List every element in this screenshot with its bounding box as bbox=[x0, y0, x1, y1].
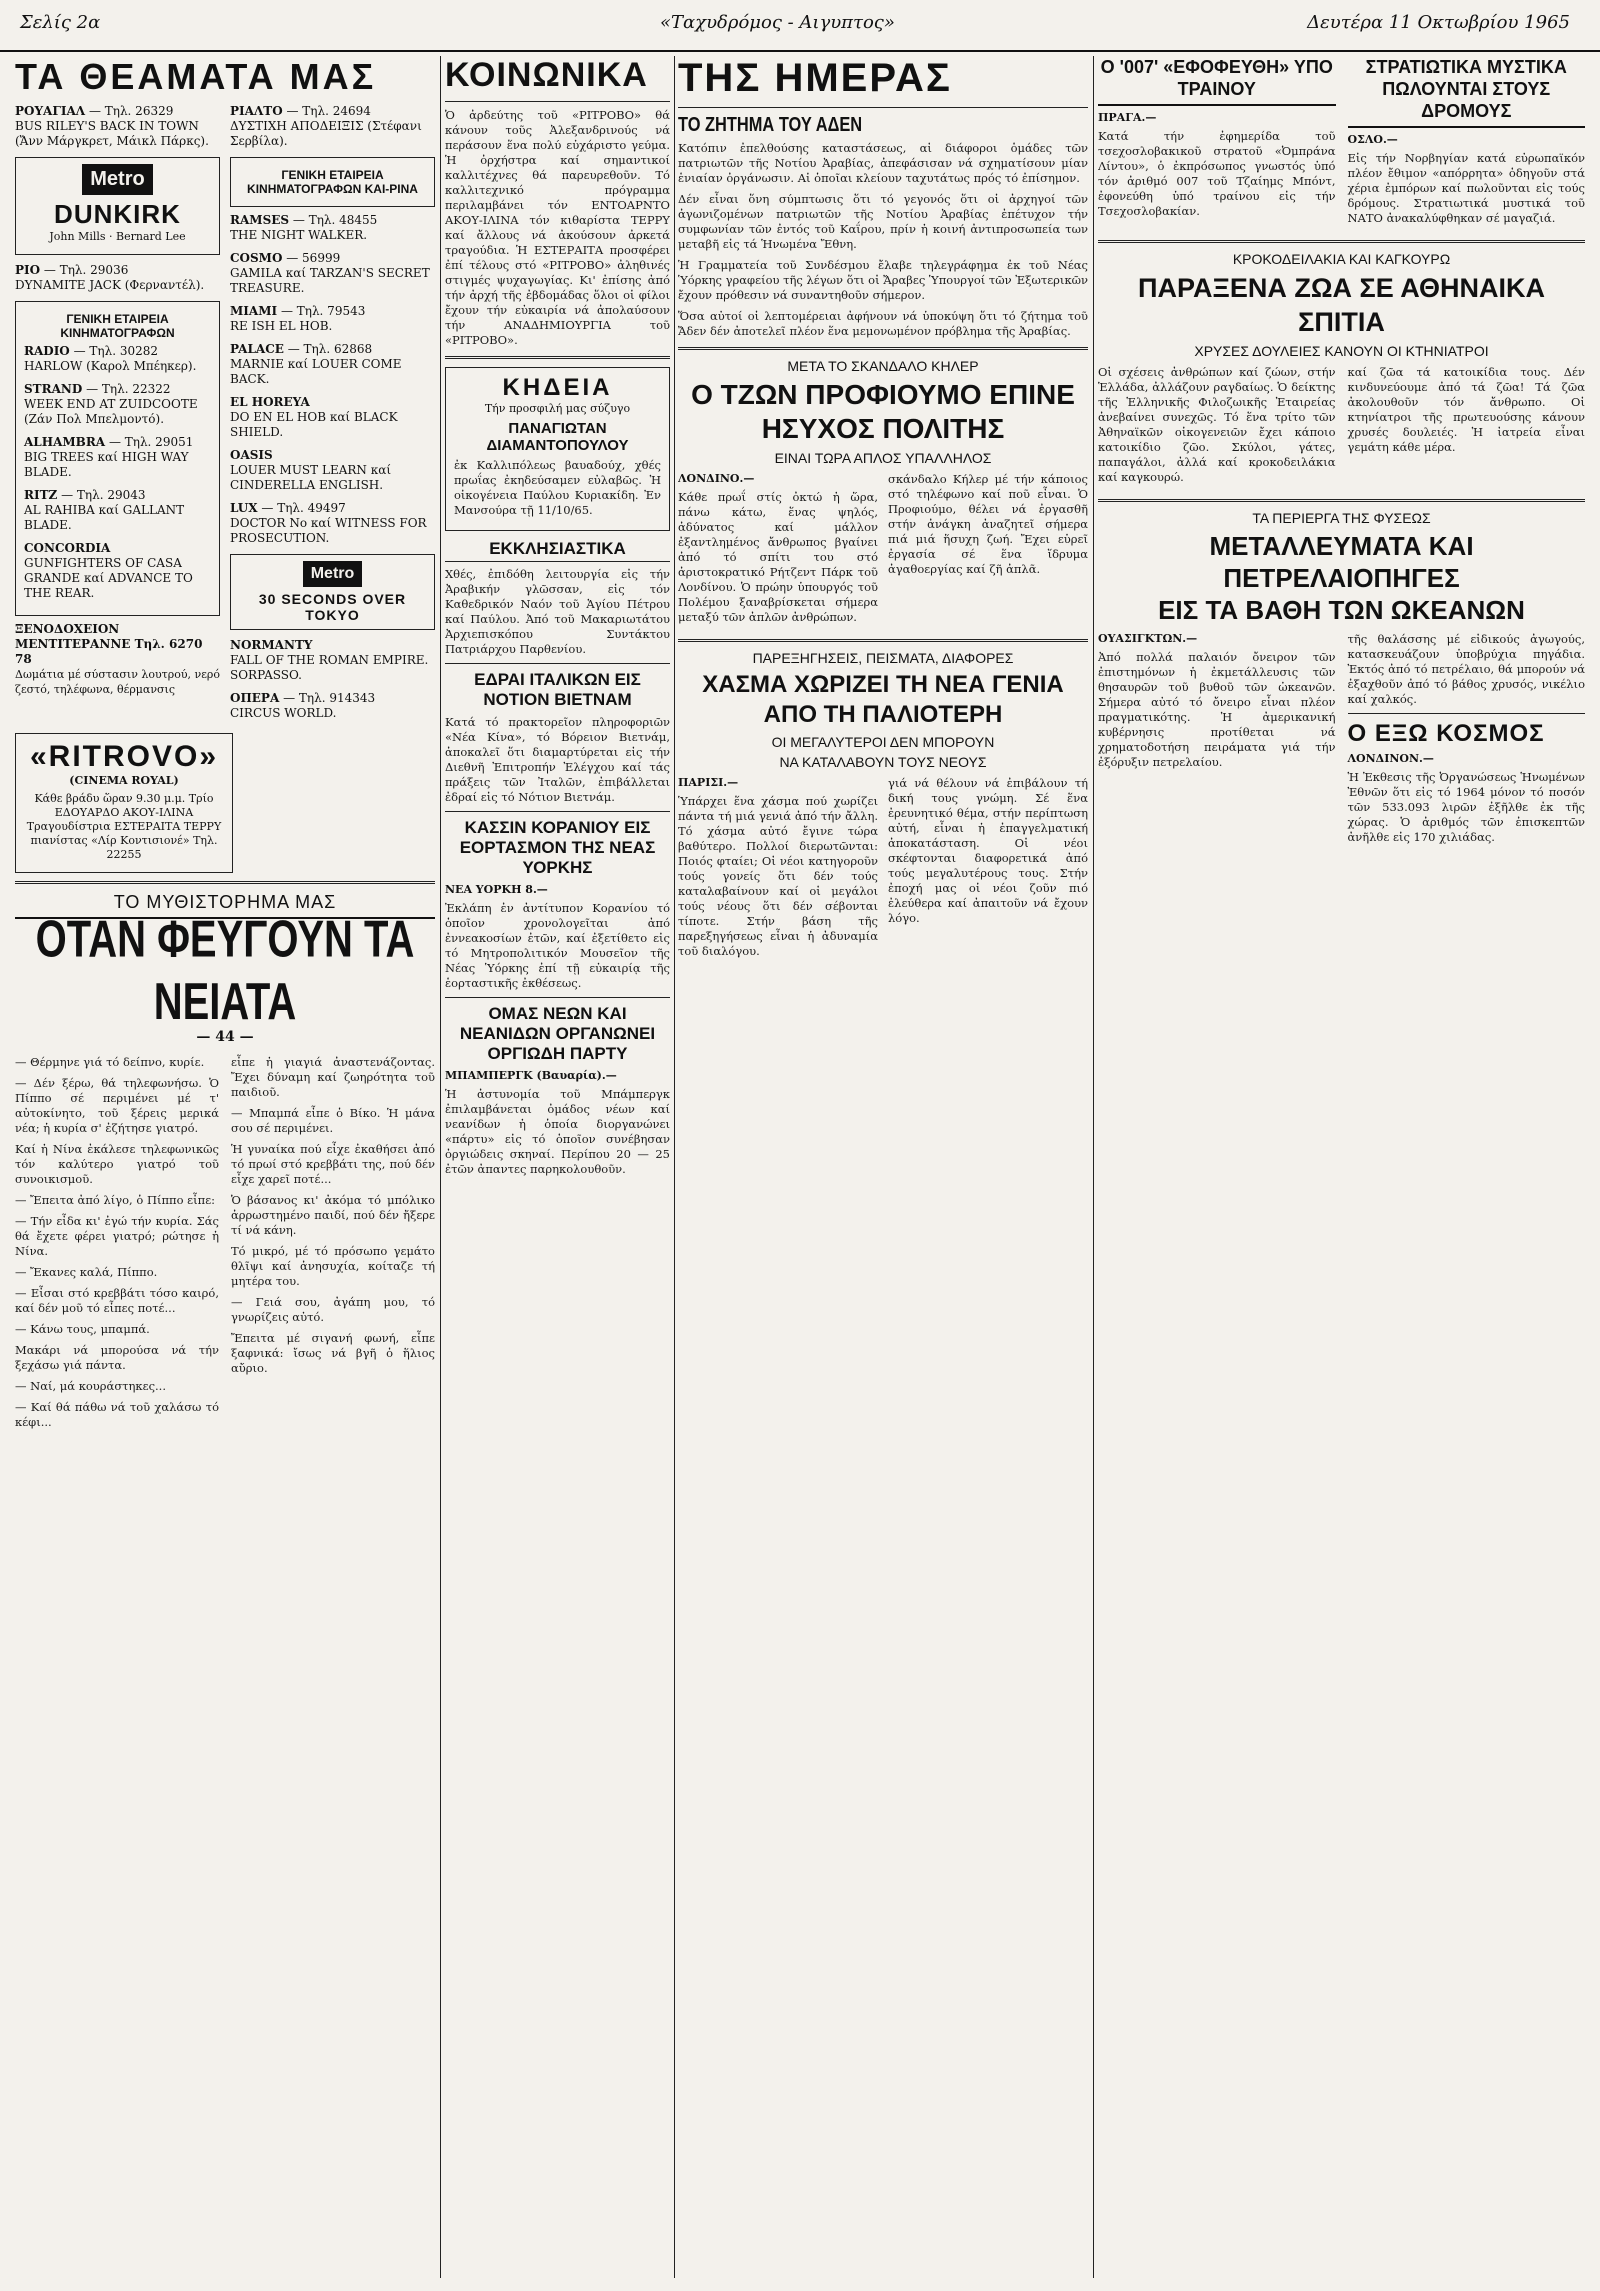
novel-paragraph: — Γειά σου, ἀγάπη μου, τό γνωρίζεις αὐτό. bbox=[231, 1295, 435, 1324]
cinema-listing: RAMSES — Τηλ. 48455 THE NIGHT WALKER. bbox=[230, 213, 378, 242]
nature-label: ΤΑ ΠΕΡΙΕΡΓΑ ΤΗΣ ΦΥΣΕΩΣ bbox=[1252, 510, 1431, 526]
metro2-logo: Metro bbox=[303, 561, 363, 587]
listings-left bbox=[15, 104, 220, 729]
korea-dateline: ΝΕΑ ΥΟΡΚΗ 8.— bbox=[445, 883, 548, 896]
column-rule bbox=[1093, 56, 1094, 2278]
novel-paragraph: — Εἶσαι στό κρεββάτι τόσο καιρό, καί δέν μοῦ τό εἶπες ποτέ... bbox=[15, 1286, 219, 1315]
masthead bbox=[0, 0, 1600, 52]
top-stories bbox=[1098, 56, 1585, 232]
omas-text: Ἡ ἀστυνομία τοῦ Μπάμπεργκ ἐπιλαμβάνεται ὀμάδος νέων καί νεανίδων ἡ ὁποία διοργανώνει «πάρτυ» εἰς τό ὁποῖον συνέβησαν ὀργιώδεις σκηναί. Περίπου 20 — 25 ἐτῶν ἀπαντες παρηκολουθοῦν. bbox=[445, 1087, 670, 1176]
military-text: Εἰς τήν Νορβηγίαν κατά εὐρωπαϊκόν πλέον ἔθιμον «απόρρητα» ὁδηγοῦν στά χέρια ἐμπόρων καί πωλοῦνται εἰς τούς δρόμους. Στρατιωτικά μυστικά τοῦ ΝΑΤΟ ἀνακαλύφθηκαν σέ μαγαζιά. bbox=[1347, 151, 1585, 225]
ritrovo-title: «RITROVO» bbox=[29, 740, 219, 773]
column-entertainment bbox=[15, 56, 435, 2278]
cinema-company-box bbox=[15, 301, 220, 616]
generation-right: γιά νά θέλουν νά ἐπιβάλουν τή δική τους γνώμη. Σέ ἕνα ἐρευνητικό θέμα, στήν περίπτωση αὐτή, εἶναι ἡ ἐπαγγελματική ἀποκατάσταση. Οἱ νέοι σκέφτονται διαφορετικά ἀπό τούς μεγαλυτέρους τους. Στήν ἐποχή μας οἱ νέοι ζοῦν πιό ἐλεύθερα καί ἀπαιτοῦν νά ἔχουν λόγο. bbox=[888, 776, 1088, 925]
croc-left: Οἱ σχέσεις ἀνθρώπων καί ζώων, στήν Ἑλλάδα, ἀλλάζουν ραγδαίως. Ὁ δείκτης τῆς Ἑλληνικῆς Φιλοζωικῆς Ἑταιρείας ἀνεβαίνει συνεχῶς. Τό ἕνα τρίτο τῶν Ἀθηναϊκῶν οἰκογενειῶν ἔχει κάποιο κατοικίδιο ζῶο. Σκύλοι, γάτες, παπαγάλοι, ἀλλά καί κροκοδειλάκια καί καγκουρώ. bbox=[1098, 365, 1336, 484]
funeral-sub: Τήν προσφιλή μας σύζυγο bbox=[484, 402, 631, 415]
novel-title: ΟΤΑΝ ΦΕΥΓΟΥΝ ΤΑ ΝΕΙΑΤΑ bbox=[35, 911, 415, 1031]
ritrovo-text: Κάθε βράδυ ὥραν 9.30 μ.μ. Τρίο ΕΔΟΥΑΡΔΟ ΑΚΟΥ-ΙΛΙΝΑ Τραγουδίστρια ΕΣΤΕΡΑΙΤΑ ΤΕΡΡΥ πιανίστας «Λίρ Κοντισιονέ» Τηλ. 22255 bbox=[26, 792, 222, 861]
ritrovo-sub: (CINEMA ROYAL) bbox=[69, 774, 179, 787]
novel-paragraph: — Τήν εἶδα κι' ἐγώ τήν κυρία. Σάς θά ἔχετε φέρει γιατρό; ρώτησε ἡ Νίνα. bbox=[15, 1214, 219, 1258]
croc-right: καί ζῶα τά κατοικίδια τους. Δέν κινδυνεύουμε ἀπό τά ζῶα! Τά ζῶα ἀκολουθοῦν τόν ἄνθρωπο. Οἱ κτηνίατροι τῆς πρωτευούσης κάνουν χρυσές δουλειές. Ἡ ἰατρεία εἶναι γεμάτη κάθε μέρα. bbox=[1347, 365, 1585, 454]
cinema-listing: LUX — Τηλ. 49497 DOCTOR No καί WITNESS FOR PROSECUTION. bbox=[230, 501, 427, 545]
novel-paragraph: — Καί θά πάθω νά τοῦ χαλάσω τό κέφι... bbox=[15, 1400, 219, 1429]
page-number: Σελίς 2α bbox=[20, 12, 101, 33]
cinema-listing: MIAMI — Τηλ. 79543 RE ISH EL HOB. bbox=[230, 304, 366, 333]
aden-paragraph: Ἡ Γραμματεία τοῦ Συνδέσμου ἔλαβε τηλεγράφημα ἐκ τοῦ Νέας Ὑόρκης γραφείου τῆς λέγων ὅτι οἱ Ἄραβες Ὑπουργοί τῶν Ἐξωτερικῶν ἔχουν πρόθεσιν νά συναντηθοῦν σήμερον. bbox=[678, 258, 1088, 302]
cinema-listing: RADIO — Τηλ. 30282 HARLOW (Καρολ Μπέηκερ). bbox=[24, 344, 197, 373]
generation-dateline: ΠΑΡΙΣΙ.— bbox=[678, 776, 739, 789]
cinema-listing: ΡΙΑΛΤΟ — Τηλ. 24694 ΔΥΣΤΙΧΗ ΑΠΟΔΕΙΞΙΣ (Στέφανι Σερβίλα). bbox=[230, 104, 422, 148]
spy-title: Ο '007' «ΕΦΟΦΕΥΘΗ» ΥΠΟ ΤΡΑΙΝΟΥ bbox=[1098, 56, 1336, 106]
nature-body bbox=[1098, 632, 1585, 851]
church-head: ΕΚΚΛΗΣΙΑΣΤΙΚΑ bbox=[445, 539, 670, 562]
novel-paragraph: Τό μικρό, μέ τό πρόσωπο γεμάτο θλῖψι καί ἀνησυχία, κοίταζε τή μητέρα του. bbox=[231, 1244, 435, 1288]
social-title: ΚΟΙΝΩΝΙΚΑ bbox=[445, 56, 648, 94]
generation-left: Ὑπάρχει ἕνα χάσμα πού χωρίζει πάντα τή μιά γενιά ἀπό τήν ἄλλη. Τό χάσμα αὐτό ἔγινε τώρα βαθύτερο. Πολλοί διερωτῶνται: Ποιός φταίει; Οἱ νέοι κατηγοροῦν τούς γονείς ὅτι δέν τούς καταλαβαίνουν καί οἱ μεγάλοι τούς νέους ὅτι δέν σέβονται τίποτε. Στήν βάση τῆς παρεξηγήσεως εἶναι ἡ ἀδυναμία τοῦ διαλόγου. bbox=[678, 794, 878, 958]
funeral-name: ΠΑΝΑΓΙΩΤΑΝ ΔΙΑΜΑΝΤΟΠΟΥΛΟΥ bbox=[486, 420, 629, 454]
church-text: Χθές, ἐπιδόθη λειτουργία εἰς τήν Ἀραβικήν γλῶσσαν, εἰς τόν Καθεδρικόν Ναόν τοῦ Ἁγίου Πέτρου καί Παύλου. Ἀπό τοῦ Μακαριωτάτου Ἀρχιεπισκόπου Συντάκτου Πατριάρχου Παρθενίου. bbox=[445, 567, 670, 656]
korea-text: Ἐκλάπη ἐν ἀντίτυπον Κορανίου τό ὁποῖον χρονολογεῖται ἀπό ἐννεακοσίων ἐτῶν, καί ἐξετίθετο εἰς τό Μητροπολιτικόν Μουσεῖον τῆς Νέας Ὑόρκης ἐπί τῇ εὐκαιρίᾳ τῆς ἑορταστικῆς ἐκθέσεως. bbox=[445, 901, 670, 990]
metro-logo: Metro bbox=[82, 164, 152, 195]
cinema-listing: ΡΟΥΑΓΙΑΛ — Τηλ. 26329 BUS RILEY'S BACK IN TOWN (Ἄνν Μάργκρετ, Μάικλ Πάρκς). bbox=[15, 104, 209, 148]
cinema-listing: ALHAMBRA — Τηλ. 29051 BIG TREES καί HIGH WAY BLADE. bbox=[24, 435, 194, 479]
cinema-company2-box bbox=[230, 157, 435, 207]
cinema-listing: STRAND — Τηλ. 22322 WEEK END AT ZUIDCOOTE (Ζάν Πολ Μπελμοντό). bbox=[24, 382, 198, 426]
novel-paragraph: — Ἔπειτα ἀπό λίγο, ὁ Πίππο εἶπε: bbox=[15, 1193, 216, 1207]
generation-body bbox=[678, 776, 1088, 965]
spy-dateline: ΠΡΑΓΑ.— bbox=[1098, 111, 1157, 124]
cinema-listing: EL HOREYA DO EN EL HOB καί BLACK SHIELD. bbox=[230, 395, 398, 439]
novel-paragraph: — Ἔκανες καλά, Πίππο. bbox=[15, 1265, 158, 1279]
croc-sub: ΧΡΥΣΕΣ ΔΟΥΛΕΙΕΣ ΚΑΝΟΥΝ ΟΙ ΚΤΗΝΙΑΤΡΟΙ bbox=[1194, 343, 1489, 359]
metro2-ad bbox=[230, 554, 435, 630]
novel-paragraph: Ὁ βάσανος κι' ἀκόμα τό μπόλικο ἀρρωστημένο παιδί, πού δέν ἤξερε τί νά κάνη. bbox=[231, 1193, 435, 1237]
croc-body bbox=[1098, 365, 1585, 491]
cinema-listing: PALACE — Τηλ. 62868 MARNIE καί LOUER COME BACK. bbox=[230, 342, 402, 386]
novel-body bbox=[15, 1055, 435, 1436]
metro-cast: John Mills · Bernard Lee bbox=[49, 230, 186, 243]
novel-paragraph: — Δέν ξέρω, θά τηλεφωνήσω. Ὁ Πίππο σέ περιμένει μέ τ' αὐτοκίνητο, τοῦ ξέρεις μερικά νέα; ἡ κυρία σ' ἐζήτησε γιατρό. bbox=[15, 1076, 219, 1135]
kiler-label: ΜΕΤΑ ΤΟ ΣΚΑΝΔΑΛΟ ΚΗΛΕΡ bbox=[787, 358, 979, 374]
omas-dateline: ΜΠΑΜΠΕΡΓΚ (Βαυαρία).— bbox=[445, 1069, 617, 1082]
novel-paragraph: Ἔπειτα μέ σιγανή φωνή, εἶπε ξαφνικά: ἴσως νά βγῆ ὁ ἥλιος αὔριο. bbox=[231, 1331, 435, 1375]
newspaper-name: «Ταχυδρόμος - Αιγυπτος» bbox=[660, 12, 895, 33]
issue-date: Δευτέρα 11 Οκτωβρίου 1965 bbox=[1307, 12, 1570, 33]
generation-label: ΠΑΡΕΞΗΓΗΣΕΙΣ, ΠΕΙΣΜΑΤΑ, ΔΙΑΦΟΡΕΣ bbox=[752, 650, 1014, 666]
military-title: ΣΤΡΑΤΙΩΤΙΚΑ ΜΥΣΤΙΚΑ ΠΩΛΟΥΝΤΑΙ ΣΤΟΥΣ ΔΡΟΜΟΥΣ bbox=[1348, 56, 1586, 128]
column-rule bbox=[674, 56, 675, 2278]
cinema-listing: COSMO — 56999 GAMILA καί TARZAN'S SECRET TREASURE. bbox=[230, 251, 430, 295]
aden-paragraph: Ὅσα αὐτοί οἱ λεπτομέρειαι ἀφήνουν νά ὑποκύψη ὅτι τό ζήτημα τοῦ Ἄδεν δέν ἀποτελεῖ πλέον ἕνα μεμονωμένον πρόβλημα τῆς Ἀραβίας. bbox=[678, 309, 1088, 338]
metro2-film: 30 SECONDS OVER TOKYO bbox=[258, 591, 407, 623]
funeral-head: ΚΗΔΕΙΑ bbox=[502, 374, 613, 401]
kiler-title: Ο ΤΖΩΝ ΠΡΟΦΙΟΥΜΟ ΕΠΙΝΕ ΗΣΥΧΟΣ ΠΟΛΙΤΗΣ bbox=[691, 379, 1075, 444]
cinema-listing: ΡΙΟ — Τηλ. 29036 DYNAMITE JACK (Φερναντέλ). bbox=[15, 263, 205, 292]
funeral-notice bbox=[445, 367, 670, 531]
cinema-listing: OASIS LOUER MUST LEARN καί CINDERELLA ENGLISH. bbox=[230, 448, 392, 492]
cinema-company: ΓΕΝΙΚΗ ΕΤΑΙΡΕΙΑ ΚΙΝΗΜΑΤΟΓΡΑΦΩΝ bbox=[60, 312, 175, 340]
column-day bbox=[678, 56, 1088, 2278]
generation-title: ΧΑΣΜΑ ΧΩΡΙΖΕΙ ΤΗ ΝΕΑ ΓΕΝΙΑ ΑΠΟ ΤΗ ΠΑΛΙΟΤΕΡΗ bbox=[702, 671, 1064, 728]
kiler-body bbox=[678, 472, 1088, 631]
edra-head: ΕΔΡΑΙ ΙΤΑΛΙΚΩΝ ΕΙΣ ΝΟΤΙΟΝ ΒΙΕΤΝΑΜ bbox=[474, 670, 641, 709]
column-rule bbox=[440, 56, 441, 2278]
aden-paragraph: Δέν εἶναι ὅνη σύμπτωσις ὅτι τό γεγονός ὅτι οἱ ἀρχηγοί τῶν ἀγωνιζομένων πατριωτῶν τῆς Νοτίου Ἀραβίας ἐπέτυχον τήν συμφωνίαν τῶν ἐντός τοῦ Καΐρου, πρίν ἡ κοινή ἀντιπροσωπεία των μεταβῆ εἰς τά Ἡνωμένα Ἔθνη. bbox=[678, 192, 1088, 251]
metro-film: DUNKIRK bbox=[54, 199, 181, 229]
kiler-left: Κάθε πρωΐ στίς ὀκτώ ἡ ὥρα, πάνω κάτω, ἕνας ψηλός, ἀδύνατος καί μάλλον ἐξαντλημένος ἄνθρωπος βγαίνει ἀπό τό σπίτι του στό ἀριστοκρατικό Ρήτζεντ Πάρκ τοῦ Λονδίνου. Ὁ πρώην ὑπουργός τοῦ Πολέμου ξαναβρίσκεται σήμερα μεταξύ τῶν ἀπλῶν ἀνθρώπων. bbox=[678, 490, 878, 624]
section-title-shows: ΤΑ ΘΕΑΜΑΤΑ ΜΑΣ bbox=[15, 56, 377, 97]
cinema-listing: ΟΠΕΡΑ — Τηλ. 914343 CIRCUS WORLD. bbox=[230, 691, 376, 720]
column-news bbox=[1098, 56, 1585, 2278]
novel-paragraph: εἶπε ἡ γιαγιά ἀναστενάζοντας. Ἔχει δύναμη καί ζωηρότητα τοῦ παιδιοῦ. bbox=[231, 1055, 435, 1099]
kiler-sub: ΕΙΝΑΙ ΤΩΡΑ ΑΠΛΟΣ ΥΠΑΛΛΗΛΟΣ bbox=[774, 450, 992, 466]
nature-right: τῆς θαλάσσης μέ εἰδικούς ἀγωγούς, κατασκευάζουν ὑποβρύχια πηγάδια. Ἐκτός ἀπό τό πετρέλαιο, θά μπορούν νά ἐξαχθοῦν ἀπό τό βάθος χρυσός, νικέλιο καί χαλκός. bbox=[1347, 632, 1585, 706]
novel-label: ΤΟ ΜΥΘΙΣΤΟΡΗΜΑ ΜΑΣ bbox=[113, 892, 337, 912]
novel-paragraph: — Μπαμπά εἶπε ὁ Βίκο. Ἡ μάνα σου σέ περιμένει. bbox=[231, 1106, 435, 1135]
aden-head: ΤΟ ΖΗΤΗΜΑ ΤΟΥ ΑΔΕΝ bbox=[678, 114, 863, 136]
social-text: Ὁ ἀρδεύτης τοῦ «ΡΙΤΡΟΒΟ» θά κάνουν τοῦς Ἀλεξανδρινούς νά περάσουν ἕνα πολύ εὐχάριστο γεύμα. Ἡ ὀρχήστρα καί σημαντικοί καλλιτέχνες θά παρευρεθοῦν. Τό καλλιτεχνικό πρόγραμμα περιλαμβάνει τόν ΕΝΤΟΑΡΝΤΟ ΑΚΟΥ-ΙΛΙΝΑ τόν κιθαρίστα ΤΕΡΡΥ καί ἄλλους νά ἀκούσουν ἀρκετά τραγούδια. Ἡ ΕΣΤΕΡΑΙΤΑ προσφέρει ἐπί τέλους στό «ΡΙΤΡΟΒΟ» ἀληθινές στιγμές ψυχαγωγίας. Κι' ἐπίσης ἀπό τήν ἀρχή τῆς ἐβδομάδας ὅλοι οἱ φίλοι ἔχουν τήν εὐκαιρία νά ἀπολαύσουν τήν ΑΝΑΔΗΜΙΟΥΡΓΙΑ τοῦ «ΡΙΤΡΟΒΟ». bbox=[445, 108, 670, 347]
croc-label: ΚΡΟΚΟΔΕΙΛΑΚΙΑ ΚΑΙ ΚΑΓΚΟΥΡΩ bbox=[1232, 251, 1451, 267]
generation-sub1: ΟΙ ΜΕΓΑΛΥΤΕΡΟΙ ΔΕΝ ΜΠΟΡΟΥΝ bbox=[771, 734, 995, 750]
metro-ad bbox=[15, 157, 220, 255]
nature-title1: ΜΕΤΑΛΛΕΥΜΑΤΑ ΚΑΙ ΠΕΤΡΕΛΑΙΟΠΗΓΕΣ bbox=[1209, 531, 1474, 593]
korea-head: ΚΑΣΣΙΝ ΚΟΡΑΝΙΟΥ ΕΙΣ ΕΟΡΤΑΣΜΟΝ ΤΗΣ ΝΕΑΣ ΥΟΡΚΗΣ bbox=[459, 818, 656, 877]
kiler-right: σκάνδαλο Κήλερ μέ τήν κάποιος στό τηλέφωνο καί ποῦ εἶναι. Ὁ Προφιούμο, θέλει νά ἐργασθῆ στήν ἀνάγκη ἀναζητεῖ σήμερα πιά μιά ἥσυχη ζωή. Ἔχει εὑρεῖ ἐργασία σέ ἕνα ἵδρυμα ἀγαθοεργίας καί ζῆ ἀπλᾶ. bbox=[888, 472, 1088, 576]
ritrovo-ad bbox=[15, 733, 233, 873]
generation-sub2: ΝΑ ΚΑΤΑΛΑΒΟΥΝ ΤΟΥΣ ΝΕΟΥΣ bbox=[779, 754, 987, 770]
omas-head: ΟΜΑΣ ΝΕΩΝ ΚΑΙ ΝΕΑΝΙΔΩΝ ΟΡΓΑΝΩΝΕΙ ΟΡΓΙΩΔΗ ΠΑΡΤΥ bbox=[459, 1004, 656, 1063]
novel-part: — 44 — bbox=[196, 1029, 254, 1045]
novel-paragraph: — Ναί, μά κουράστηκες... bbox=[15, 1379, 166, 1393]
cinema-listing: CONCORDIA GUNFIGHTERS OF CASA GRANDE καί ADVANCE TO THE REAR. bbox=[24, 541, 193, 600]
edra-text: Κατά τό πρακτορεῖον πληροφοριῶν «Νέα Κίνα», τό Βόρειον Βιετνάμ, ἀποκαλεῖ ὅτι διαμαρτύρεται εἰς τήν Διεθνῆ Ἐπιτροπήν Ἐλέγχου καί τάς πράξεις τῶν Ἰταλῶν, ἐπιβάλλεται ἐδραί εἰς τό Νότιον Βιετνάμ. bbox=[445, 715, 670, 804]
novel-paragraph: Καί ἡ Νίνα ἐκάλεσε τηλεφωνικῶς τόν καλύτερο γιατρό τοῦ συνοικισμοῦ. bbox=[15, 1142, 219, 1186]
hotel-ad: ΞΕΝΟΔΟΧΕΙΟΝ ΜΕΝΤΙΤΕΡΑΝΝΕ Τηλ. 6270 78 Δωμάτια μέ σύστασιν λουτρού, νερό ζεστό, τηλέφωνα, θέρμανσις bbox=[15, 622, 220, 696]
cinema-listing: NORMANTY FALL OF THE ROMAN EMPIRE. SORPASSO. bbox=[230, 638, 429, 682]
listings-right bbox=[230, 104, 435, 729]
kiler-dateline: ΛΟΝΔΙΝΟ.— bbox=[678, 472, 755, 485]
novel-paragraph: — Κάνω τους, μπαμπά. bbox=[15, 1322, 150, 1336]
croc-title: ΠΑΡΑΞΕΝΑ ΖΩΑ ΣΕ ΑΘΗΝΑΙΚΑ ΣΠΙΤΙΑ bbox=[1137, 273, 1545, 337]
column-social bbox=[445, 56, 670, 2278]
military-dateline: ΟΣΛΟ.— bbox=[1347, 133, 1398, 146]
world-dateline: ΛΟΝΔΙΝΟΝ.— bbox=[1347, 752, 1434, 765]
world-title: Ο ΕΞΩ ΚΟΣΜΟΣ bbox=[1347, 720, 1545, 747]
nature-title2: ΕΙΣ ΤΑ ΒΑΘΗ ΤΩΝ ΩΚΕΑΝΩΝ bbox=[1158, 595, 1525, 625]
day-title: ΤΗΣ ΗΜΕΡΑΣ bbox=[678, 56, 952, 100]
novel-paragraph: — Θέρμηνε γιά τό δείπνο, κυρίε. bbox=[15, 1055, 205, 1069]
cinema-listing: RITZ — Τηλ. 29043 AL RAHIBA καί GALLANT BLADE. bbox=[24, 488, 185, 532]
novel-paragraph: Μακάρι νά μπορούσα νά τήν ξεχάσω γιά πάντα. bbox=[15, 1343, 219, 1372]
cinema-company2: ΓΕΝΙΚΗ ΕΤΑΙΡΕΙΑ ΚΙΝΗΜΑΤΟΓΡΑΦΩΝ ΚΑΙ-ΡΙΝΑ bbox=[247, 168, 418, 196]
nature-left: Ἀπό πολλά παλαιόν ὄνειρον τῶν ἐπιστημόνων ἡ ἐκμετάλλευσις τῶν θησαυρῶν τοῦ βυθοῦ τῶν ὠκεανῶν. Σήμερα αὐτό τό ὄνειρο εἶναι πλέον πραγματικότης. Ἡ ἀμερικανική κυβέρνησις προτίθεται νά χρηματοδοτήση πειράματα γιά τήν ἐξόρυξιν πετρελαίου. bbox=[1098, 650, 1336, 769]
nature-dateline: ΟΥΑΣΙΓΚΤΩΝ.— bbox=[1098, 632, 1198, 645]
funeral-text: ἐκ Καλλιπόλεως βαυαδούχ, χθές πρωΐας ἐκηδεύσαμεν εὐλαβῶς. Ἡ οἰκογένεια Παύλου Κυριακίδη. Ἐν Μανσούρα τῇ 11/10/65. bbox=[454, 458, 661, 517]
aden-paragraph: Κατόπιν ἐπελθούσης καταστάσεως, αἱ διάφοροι ὁμάδες τῶν πατριωτῶν τῆς Νοτίου Ἀραβίας, ἀπεφάσισαν νά σχηματίσουν μίαν ἑνιαίαν ὀργάνωσιν. Αἱ ὁποῖαι κλείουν ταχυτάτως πρός τό ἐπίσημον. bbox=[678, 141, 1088, 185]
novel-paragraph: Ἡ γυναίκα πού εἶχε ἐκαθήσει ἀπό τό πρωί στό κρεββάτι της, πού δέν εἶχε χαρεῖ ποτέ... bbox=[231, 1142, 435, 1186]
world-text: Ἡ Ἐκθεσις τῆς Ὀργανώσεως Ἡνωμένων Ἐθνῶν ὅτι εἰς τό 1964 μόνον τό ποσόν τῶν 533.093 λιρῶν ἐξῆλθε ἐκ τῆς χώρας. Ὁ ἀριθμός τῶν ἐπισκεπτῶν ἀνῆλθε εἰς 170 χιλιάδας. bbox=[1347, 770, 1585, 844]
spy-text: Κατά τήν ἐφημερίδα τοῦ τσεχοσλοβακικοῦ στρατοῦ «Ὀμπράνα Λίντου», ὁ ἐκπρόσωπος γνωστός ὑπό τόν ἀριθμό 007 τοῦ Τζαίημς Μπόντ, ἐφονεύθη ὑπό τραίνου εἰς τήν Τσεχοσλοβακίαν. bbox=[1098, 129, 1336, 218]
